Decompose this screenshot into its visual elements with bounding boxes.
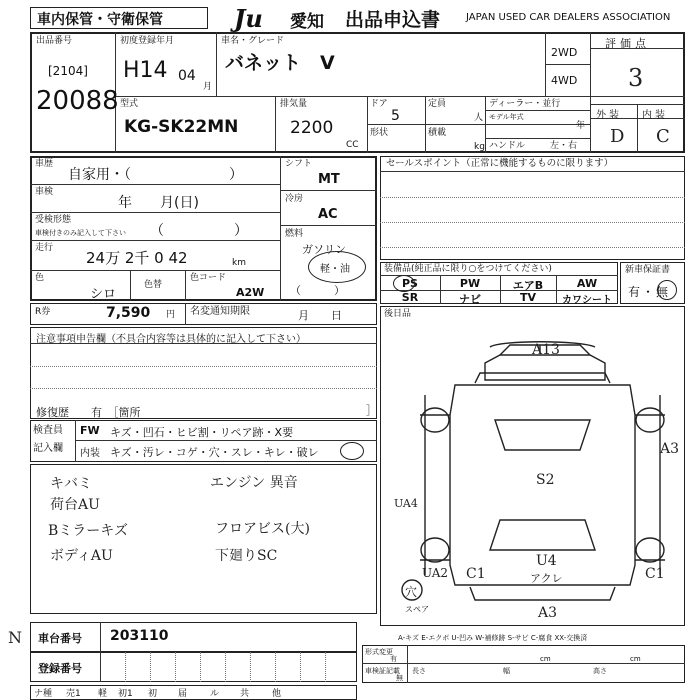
equipment-ps: PS (402, 277, 418, 290)
equipment-sr: SR (401, 291, 419, 304)
diagram-ua2: UA2 (422, 566, 449, 580)
ju-logo (234, 4, 294, 32)
footer-item-1: 売1 (66, 689, 81, 699)
car-name-label: 車名・グレード (221, 36, 285, 46)
acceptance-label: 受検形態 (35, 215, 72, 225)
history-label: 車歴 (35, 159, 54, 169)
equipment-leather-seat: カワシート (562, 295, 612, 306)
ac-value: AC (318, 207, 338, 222)
inspector-label-2: 記入欄 (33, 443, 63, 454)
aichi-text: 愛知 (290, 12, 324, 32)
shift-value: MT (318, 172, 340, 187)
fuel-other: 軽・油 (320, 264, 350, 275)
acceptance-value: （ ） (150, 223, 248, 239)
inspector-row1: キズ・凹石・ヒビ割・リペア跡・X要 (110, 426, 294, 439)
ari-label: 有 (390, 655, 397, 663)
association-name: JAPAN USED CAR DEALERS ASSOCIATION (466, 12, 671, 23)
fuel-label: 燃料 (285, 229, 304, 239)
model-year-label: モデル年式 (489, 113, 524, 121)
footer-item-7: 共 (240, 689, 250, 699)
equipment-pw: PW (459, 277, 481, 290)
warranty-label: 新車保証書 (625, 265, 671, 275)
after-label: 後日品 (384, 309, 412, 319)
diagram-a3-bottom: A3 (538, 605, 558, 621)
diagram-a3-right: A3 (660, 441, 680, 457)
lot-sub: [2104] (48, 64, 88, 78)
note-engine-noise: エンジン 異音 (210, 475, 298, 491)
footer-item-4: 初 (148, 689, 158, 699)
ju-logo-text: Ju (234, 4, 263, 33)
color-change-label: 色替 (144, 280, 163, 290)
inspector-circle-mark (340, 442, 364, 460)
damage-legend: A-キズ E-エクボ U-凹み W-補修跡 S-サビ C-腐食 XX-交換済 (398, 634, 588, 642)
fuel-paren: （ ） (290, 284, 345, 297)
height-label: 高さ (593, 667, 607, 675)
footer-item-8: 他 (272, 689, 282, 699)
mileage-value: 24万 2千 0 42 (86, 249, 188, 267)
registration-month-unit: 月 (203, 82, 213, 92)
note-mirror-scratch: Bミラーキズ (48, 523, 129, 539)
note-kibami: キバミ (50, 476, 92, 492)
displacement-value: 2200 (290, 118, 334, 138)
color-code-label: 色コード (190, 273, 227, 283)
recycle-label: R券 (35, 307, 51, 317)
model-value: KG-SK22MN (124, 117, 239, 137)
registration-month: 04 (178, 68, 196, 84)
equipment-label: 装備品(純正品に限り○をつけてください) (384, 264, 552, 274)
size-table (362, 645, 685, 683)
diagram-akure: アクレ (530, 572, 563, 585)
nashi-label: 無 (396, 674, 403, 682)
model-label: 型式 (120, 99, 139, 109)
cm-label-1: cm (540, 655, 551, 663)
color-value: シロ (90, 287, 117, 302)
note-cargo-au: 荷台AU (50, 497, 100, 513)
equipment-ps-circle (393, 275, 415, 292)
equipment-navi: ナビ (459, 293, 481, 306)
note-body-au: ボディAU (50, 548, 113, 564)
car-name: バネット V (225, 52, 335, 74)
diagram-spare-mark: 穴 (405, 585, 418, 599)
grade-exterior-value: D (610, 126, 625, 147)
storage-label: 車内保管・守衛保管 (37, 12, 163, 28)
mileage-label: 走行 (35, 243, 54, 253)
grade-interior-label: 内装 (642, 110, 668, 121)
diagram-spare-label: スペア (405, 605, 429, 614)
displacement-label: 排気量 (280, 99, 308, 109)
cm-label-2: cm (630, 655, 641, 663)
name-change-label: 名変通知期限 (190, 306, 250, 317)
change-type-label: 形式変更 (365, 648, 393, 656)
displacement-unit: CC (346, 140, 359, 150)
diagram-c1-right: C1 (645, 566, 665, 582)
notes-label: 注意事項申告欄（不具合内容等は具体的に記入して下さい） (36, 334, 306, 345)
diagram-a13: A13 (532, 342, 560, 358)
equipment-airbag: エアB (512, 279, 544, 292)
load-label: 積載 (428, 128, 447, 138)
shape-label: 形状 (370, 128, 389, 138)
lot-number: 20088 (36, 86, 119, 116)
grade-value: 3 (628, 64, 644, 92)
footer-item-3: 初1 (118, 689, 133, 699)
grade-exterior-label: 外装 (596, 110, 622, 121)
recycle-unit: 円 (166, 310, 176, 320)
chassis-label: 車台番号 (38, 632, 82, 645)
color-code-value: A2W (236, 286, 265, 299)
sales-point-label: セールスポイント（正常に機能するものに限ります） (386, 158, 614, 169)
drive-2wd: 2WD (551, 46, 578, 59)
footer-item-2: 軽 (98, 689, 108, 699)
dealer-label: ディーラー・並行 (489, 99, 561, 109)
chassis-value: 203110 (110, 628, 169, 644)
margin-mark: N (8, 628, 22, 647)
footer-item-6: ル (210, 689, 220, 699)
repair-bracket: ］ (366, 404, 377, 417)
note-floor-screw: フロアビス(大) (215, 521, 310, 537)
acceptance-note: 車検付きのみ記入して下さい (35, 229, 126, 237)
inspection-value: 年 月(日) (118, 195, 199, 211)
lot-label: 出品番号 (36, 36, 73, 46)
doors-label: ドア (370, 99, 388, 109)
footer-item-0: ナ種 (34, 689, 53, 699)
cert-label: 車検証記載 (365, 667, 400, 675)
model-year-unit: 年 (576, 121, 586, 131)
drive-4wd: 4WD (551, 74, 578, 87)
mileage-unit: km (232, 258, 246, 268)
footer-item-5: 届 (178, 689, 188, 699)
inspector-row2: キズ・汚レ・コゲ・穴・スレ・キレ・破レ (110, 446, 319, 459)
registration-number-label: 登録番号 (38, 662, 82, 675)
diagram-c1-left: C1 (466, 566, 486, 582)
handle-options: 左・右 (550, 141, 578, 151)
equipment-aw: AW (576, 277, 598, 290)
width-label: 幅 (503, 667, 510, 675)
equipment-tv: TV (519, 291, 537, 304)
document-title: 出品申込書 (345, 9, 441, 31)
name-change-value: 月 日 (298, 309, 342, 322)
ac-label: 冷房 (285, 194, 304, 204)
note-undercarriage: 下廻りSC (215, 548, 278, 564)
recycle-value: 7,590 (106, 305, 151, 321)
color-label: 色 (35, 273, 45, 283)
diagram-s2: S2 (536, 472, 555, 488)
warranty-value: 有・無 (628, 285, 671, 299)
capacity-unit: 人 (474, 113, 484, 123)
load-unit: kg (474, 142, 485, 152)
handle-label: ハンドル (489, 141, 526, 151)
diagram-ua4: UA4 (394, 497, 418, 510)
history-value: 自家用・（ ） (68, 167, 243, 183)
inspector-row2-label: 内装 (80, 448, 100, 459)
registration-label: 初度登録年月 (120, 36, 175, 46)
inspection-label: 車検 (35, 187, 54, 197)
capacity-label: 定員 (428, 99, 447, 109)
storage-label-box (30, 7, 208, 29)
diagram-u4: U4 (536, 553, 557, 569)
length-label: 長さ (412, 667, 426, 675)
inspector-row1-label: FW (80, 424, 100, 437)
registration-era: H14 (123, 58, 168, 83)
doors-value: 5 (391, 108, 400, 124)
inspector-label-1: 検査員 (33, 425, 63, 436)
shift-label: シフト (285, 159, 313, 169)
grade-label: 評価点 (605, 37, 650, 50)
grade-interior-value: C (656, 126, 670, 147)
fuel-value: ガソリン (302, 243, 346, 256)
warranty-circle (657, 280, 677, 300)
repair-history: 修復歴 有 ［箇所 (36, 406, 141, 419)
